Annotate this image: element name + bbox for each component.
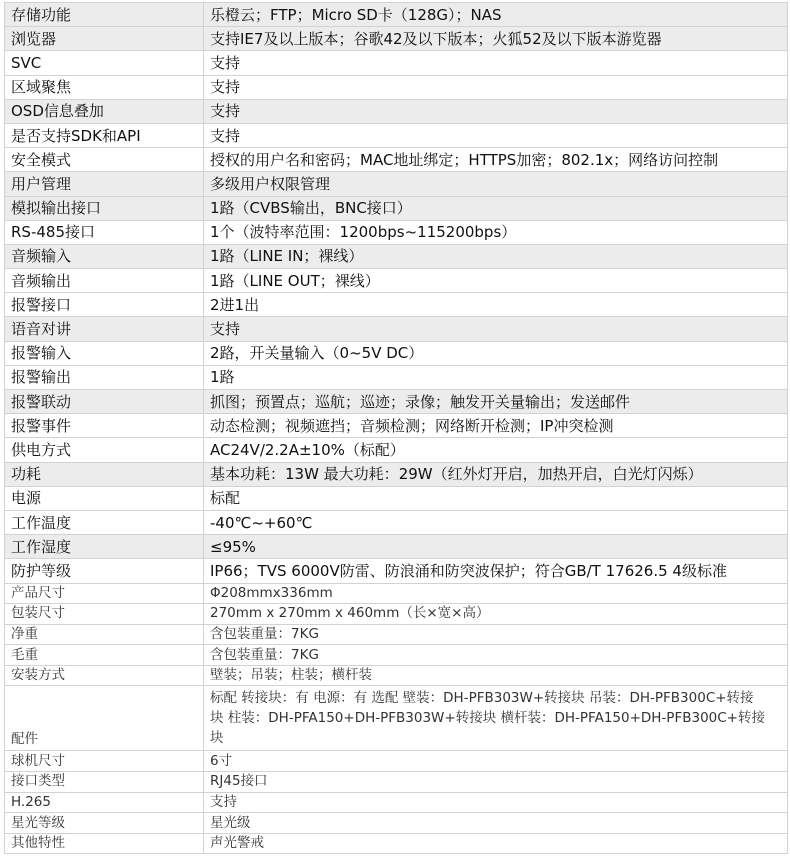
spec-key: H.265 bbox=[5, 792, 204, 813]
spec-value: 多级用户权限管理 bbox=[204, 172, 788, 196]
spec-value: 270mm x 270mm x 460mm（长×宽×高） bbox=[204, 604, 788, 625]
spec-key: RS-485接口 bbox=[5, 220, 204, 244]
spec-value: 支持 bbox=[204, 75, 788, 99]
spec-key: OSD信息叠加 bbox=[5, 99, 204, 123]
spec-key: 配件 bbox=[5, 686, 204, 751]
table-row bbox=[5, 51, 788, 75]
spec-value: RJ45接口 bbox=[204, 772, 788, 793]
table-row bbox=[5, 172, 788, 196]
spec-key: 报警输出 bbox=[5, 365, 204, 389]
spec-value: 2进1出 bbox=[204, 293, 788, 317]
spec-key: 净重 bbox=[5, 624, 204, 645]
table-row bbox=[5, 3, 788, 27]
table-row bbox=[5, 414, 788, 438]
spec-value: 1路 bbox=[204, 365, 788, 389]
table-row bbox=[5, 486, 788, 510]
table-row bbox=[5, 645, 788, 666]
spec-key: 星光等级 bbox=[5, 813, 204, 834]
spec-value: 1路（CVBS输出，BNC接口） bbox=[204, 196, 788, 220]
spec-key: 产品尺寸 bbox=[5, 583, 204, 604]
spec-table bbox=[4, 2, 788, 854]
spec-key: 毛重 bbox=[5, 645, 204, 666]
spec-value: 抓图；预置点；巡航；巡迹；录像；触发开关量输出；发送邮件 bbox=[204, 390, 788, 414]
spec-key: 工作温度 bbox=[5, 510, 204, 534]
spec-value: 乐橙云；FTP；Micro SD卡（128G）；NAS bbox=[204, 3, 788, 27]
table-row bbox=[5, 438, 788, 462]
table-row bbox=[5, 27, 788, 51]
table-row bbox=[5, 462, 788, 486]
spec-key: 报警输入 bbox=[5, 341, 204, 365]
table-row bbox=[5, 317, 788, 341]
spec-value: 支持IE7及以上版本；谷歌42及以下版本；火狐52及以下版本游览器 bbox=[204, 27, 788, 51]
spec-key: 语音对讲 bbox=[5, 317, 204, 341]
spec-key: 浏览器 bbox=[5, 27, 204, 51]
table-row bbox=[5, 99, 788, 123]
spec-key: 报警事件 bbox=[5, 414, 204, 438]
spec-value: -40℃~+60℃ bbox=[204, 510, 788, 534]
spec-value: 标配 转接块：有 电源：有 选配 壁装：DH-PFB303W+转接块 吊装：DH-PFB300C+转接块 柱装：DH-PFA150+DH-PFB303W+转接块 横杆装：DH-PFA150+DH-PFB300C+转接块 bbox=[204, 686, 788, 751]
spec-key: 是否支持SDK和API bbox=[5, 123, 204, 147]
table-row bbox=[5, 686, 788, 751]
spec-key: 工作湿度 bbox=[5, 535, 204, 559]
spec-key: 防护等级 bbox=[5, 559, 204, 583]
spec-key: 其他特性 bbox=[5, 833, 204, 854]
spec-value: 基本功耗：13W 最大功耗：29W（红外灯开启，加热开启，白光灯闪烁） bbox=[204, 462, 788, 486]
spec-key: 音频输入 bbox=[5, 244, 204, 268]
spec-value: ≤95% bbox=[204, 535, 788, 559]
spec-value: 含包装重量：7KG bbox=[204, 624, 788, 645]
spec-value: 2路，开关量输入（0~5V DC） bbox=[204, 341, 788, 365]
spec-key: 球机尺寸 bbox=[5, 751, 204, 772]
spec-key: 用户管理 bbox=[5, 172, 204, 196]
spec-key: 安装方式 bbox=[5, 665, 204, 686]
table-row bbox=[5, 123, 788, 147]
table-row bbox=[5, 665, 788, 686]
table-row bbox=[5, 341, 788, 365]
table-row bbox=[5, 583, 788, 604]
table-row bbox=[5, 75, 788, 99]
spec-key: 安全模式 bbox=[5, 148, 204, 172]
table-row bbox=[5, 559, 788, 583]
table-row bbox=[5, 148, 788, 172]
table-row bbox=[5, 196, 788, 220]
spec-value: 1路（LINE IN；裸线） bbox=[204, 244, 788, 268]
table-row bbox=[5, 813, 788, 834]
spec-value: IP66；TVS 6000V防雷、防浪涌和防突波保护；符合GB/T 17626.5 4级标准 bbox=[204, 559, 788, 583]
spec-value: 声光警戒 bbox=[204, 833, 788, 854]
spec-key: 音频输出 bbox=[5, 269, 204, 293]
spec-key: 包装尺寸 bbox=[5, 604, 204, 625]
spec-value: 支持 bbox=[204, 51, 788, 75]
table-row bbox=[5, 365, 788, 389]
spec-key: SVC bbox=[5, 51, 204, 75]
spec-key: 区域聚焦 bbox=[5, 75, 204, 99]
table-row bbox=[5, 604, 788, 625]
spec-key: 存储功能 bbox=[5, 3, 204, 27]
spec-key: 功耗 bbox=[5, 462, 204, 486]
table-row bbox=[5, 390, 788, 414]
spec-value: 含包装重量：7KG bbox=[204, 645, 788, 666]
table-row bbox=[5, 269, 788, 293]
spec-value: AC24V/2.2A±10%（标配） bbox=[204, 438, 788, 462]
table-row bbox=[5, 772, 788, 793]
spec-key: 报警联动 bbox=[5, 390, 204, 414]
spec-value: 动态检测；视频遮挡；音频检测；网络断开检测；IP冲突检测 bbox=[204, 414, 788, 438]
table-row bbox=[5, 624, 788, 645]
spec-key: 报警接口 bbox=[5, 293, 204, 317]
table-row bbox=[5, 220, 788, 244]
spec-value: 支持 bbox=[204, 792, 788, 813]
spec-key: 电源 bbox=[5, 486, 204, 510]
spec-value: 1路（LINE OUT；裸线） bbox=[204, 269, 788, 293]
spec-value: 6寸 bbox=[204, 751, 788, 772]
table-row bbox=[5, 535, 788, 559]
table-row bbox=[5, 244, 788, 268]
spec-value: 壁装；吊装；柱装；横杆装 bbox=[204, 665, 788, 686]
table-row bbox=[5, 833, 788, 854]
spec-value: Φ208mmx336mm bbox=[204, 583, 788, 604]
spec-key: 接口类型 bbox=[5, 772, 204, 793]
table-row bbox=[5, 510, 788, 534]
spec-value: 授权的用户名和密码；MAC地址绑定；HTTPS加密；802.1x；网络访问控制 bbox=[204, 148, 788, 172]
spec-value: 支持 bbox=[204, 99, 788, 123]
spec-key: 供电方式 bbox=[5, 438, 204, 462]
spec-key: 模拟输出接口 bbox=[5, 196, 204, 220]
spec-value: 标配 bbox=[204, 486, 788, 510]
table-row bbox=[5, 293, 788, 317]
spec-value: 星光级 bbox=[204, 813, 788, 834]
spec-value: 1个（波特率范围：1200bps~115200bps） bbox=[204, 220, 788, 244]
table-row bbox=[5, 792, 788, 813]
table-row bbox=[5, 751, 788, 772]
spec-value: 支持 bbox=[204, 317, 788, 341]
spec-value: 支持 bbox=[204, 123, 788, 147]
